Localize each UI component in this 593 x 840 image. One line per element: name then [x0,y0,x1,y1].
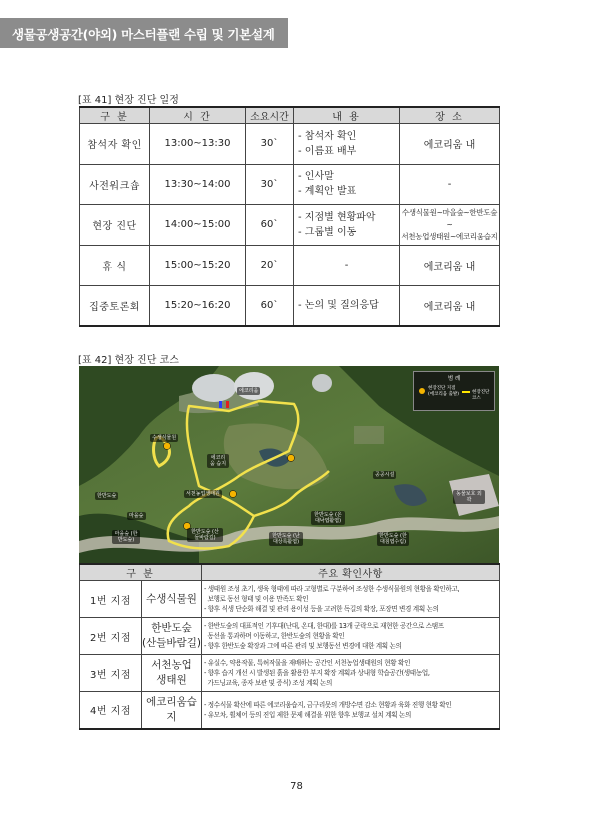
course-check-item: - 향후 식생 단순화 해결 및 관리 용이성 등을 고려한 독길의 확장, 포장면 변경 계획 논의 [204,605,439,613]
course-check-text: 한반도숲의 대표적인 기후대(난대, 온대, 한대)를 13개 군락으로 재현한 공간으로 스탬프 [207,622,444,630]
schedule-time: 13:30~14:00 [150,164,246,205]
course-check-text: 보행로 동선 형태 및 이용 만족도 확인 [207,595,309,603]
map-label: 수생식물원 [152,435,177,441]
course-check-text: 향후 습지 개선 시 발생된 흙을 활용한 부지 확장 계획과 상내형 학습공간(생태농업, [207,669,430,677]
course-point: 1번 지점 [80,581,142,618]
schedule-content-item: - 참석자 확인 [298,129,399,144]
course-check-text: 동선을 통과하며 이동하고, 한반도숲의 현황을 확인 [207,632,345,640]
map-label: 마을숲 [129,513,144,519]
course-point: 4번 지점 [80,692,142,729]
course-row [80,618,500,655]
course-header-row [80,564,500,581]
schedule-content-item: - 이름표 배부 [298,144,399,159]
course-check-text: 유실수, 약용작물, 특허작물을 재배하는 공간인 서천농업생태원의 현황 확인 [207,659,411,667]
course-check-item [204,631,499,641]
map-label: 동물보호 외곽 [453,490,485,504]
schedule-content-item: - 그룹별 이동 [298,225,399,240]
schedule-name: 휴 식 [80,245,150,286]
route-line-icon [462,391,470,393]
schedule-place-line: 수생식물원~마을숲~한반도숲~ [401,207,498,229]
document-title: 생물공생공간(야외) 마스터플랜 수립 및 기본설계 [12,27,275,42]
course-point: 2번 지점 [80,618,142,655]
map-label: 한반도숲 (한대침엽수림) [377,532,409,546]
course-header-cell: 주요 확인사항 [202,564,500,581]
schedule-content-item: - 계획안 발표 [298,184,399,199]
schedule-header-cell: 시 간 [150,107,246,124]
course-site-line: 생태원 [156,674,187,686]
schedule-name: 참석자 확인 [80,124,150,165]
course-check-item: - 향후 습지 개선 시 발생된 흙을 활용한 부지 확장 계획과 상내형 학습공간(생태농업, [204,669,430,677]
schedule-row [80,124,500,165]
map-label: 한반도숲 (산들바람길) [187,528,223,542]
course-check-item: - 한반도숲의 대표적인 기후대(난대, 온대, 한대)를 13개 군락으로 재현한 공간으로 스탬프 [204,622,444,630]
schedule-header-cell: 장 소 [400,107,500,124]
header-band [0,18,288,48]
schedule-row [80,286,500,327]
course-check-item [204,678,499,688]
schedule-content [294,205,400,246]
schedule-header-row [80,107,500,124]
course-check-item: - 향후 한반도숲 확장과 그에 따른 관리 및 보행동선 변경에 대한 계획 논의 [204,642,402,650]
schedule-duration: 60` [246,286,294,327]
course-site [142,618,202,655]
map-label: 한반도숲 [97,493,117,499]
course-check-item: - 생태원 조성 초기, 생육 형태에 따라 고형별로 구분하여 조성한 수생식물원의 현황을 확인하고, [204,585,460,593]
schedule-duration: 20` [246,245,294,286]
course-checks [202,692,500,729]
schedule-duration: 60` [246,205,294,246]
schedule-content [294,124,400,165]
schedule-header-cell: 소요시간 [246,107,294,124]
schedule-row [80,205,500,246]
legend-course-label: 현장진단 코스 [472,390,490,401]
schedule-name: 사전워크숍 [80,164,150,205]
course-site-line: 수생식물원 [146,592,197,605]
course-check-text: 정수식물 확산에 따른 에코리움습지, 금구리못의 개방수면 감소 현황과 육화 진행 현황 확인 [207,700,452,709]
course-checks [202,581,500,618]
schedule-time: 15:20~16:20 [150,286,246,327]
course-site [142,692,202,729]
course-check-text: 향후 한반도숲 확장과 그에 따른 관리 및 보행동선 변경에 대한 계획 논의 [207,642,402,650]
map-label: 한반도숲 (온대낙엽활엽) [311,511,345,525]
schedule-place [400,205,500,246]
schedule-time: 14:00~15:00 [150,205,246,246]
table41-caption: [표 41] 현장 진단 일정 [78,95,179,106]
schedule-content-item: - 지점별 현황파악 [298,210,399,225]
schedule-name: 현장 진단 [80,205,150,246]
schedule-duration: 30` [246,124,294,165]
course-site-line: 한반도숲 [151,622,192,634]
table42-caption: [표 42] 현장 진단 코스 [78,355,179,366]
schedule-content [294,286,400,327]
schedule-row [80,245,500,286]
course-check-text: 가드닝교육, 종자 보관 및 증식) 조성 계획 논의 [207,679,333,687]
schedule-place: - [400,164,500,205]
course-table [79,563,500,730]
map-label: 에코리움 습지 [207,454,229,468]
course-site [142,655,202,692]
schedule-content-item: - 인사말 [298,169,399,184]
schedule-time: 13:00~13:30 [150,124,246,165]
schedule-row [80,164,500,205]
schedule-table [79,106,500,327]
schedule-header-cell: 구 분 [80,107,150,124]
course-check-text: 유모차, 휠체어 등의 진입 제한 문제 해결을 위한 향후 보행교 설치 계획 논의 [207,710,412,719]
course-site-line: 서천농업 [151,659,192,671]
map-label: 서천농업생태원 [186,491,220,497]
course-checks [202,655,500,692]
page-number: 78 [290,781,303,792]
legend-points-label: 현장진단 지점 (에코리움 출발) [428,386,460,397]
legend-title: 범 례 [447,376,461,382]
course-check-text: 생태원 조성 초기, 생육 형태에 따라 고형별로 구분하여 조성한 수생식물원의 현황을 확인하고, [207,585,460,593]
schedule-duration: 30` [246,164,294,205]
course-check-item: - 유모차, 휠체어 등의 진입 제한 문제 해결을 위한 향후 보행교 설치 계획 논의 [204,710,412,719]
map-label: 한반도숲 (난대상록활엽) [269,532,303,546]
course-site [142,581,202,618]
course-site-line: (산들바람길) [142,637,201,649]
map-label: 마을숲 (한반도숲) [112,530,140,544]
map-label: 공공시설 [375,472,395,478]
course-check-item: - 정수식물 확산에 따른 에코리움습지, 금구리못의 개방수면 감소 현황과 육화 진행 현황 확인 [204,700,452,709]
course-row [80,655,500,692]
map-label: 에코리움 [239,388,259,394]
schedule-name: 집중토론회 [80,286,150,327]
schedule-place-line: 서천농업생태원~에코리움습지 [401,231,498,241]
schedule-content-item: - 논의 및 질의응답 [298,298,399,313]
schedule-header-cell: 내 용 [294,107,400,124]
course-check-item [204,594,499,604]
schedule-time: 15:00~15:20 [150,245,246,286]
schedule-place: 에코리움 내 [400,286,500,327]
course-header-cell: 구 분 [80,564,202,581]
schedule-content: - [294,245,400,286]
course-row [80,581,500,618]
schedule-content [294,164,400,205]
course-site-line: 에코리움습지 [146,695,197,723]
point-marker-icon [419,388,425,394]
schedule-place: 에코리움 내 [400,245,500,286]
course-row [80,692,500,729]
schedule-place: 에코리움 내 [400,124,500,165]
course-map [79,366,499,564]
course-check-text: 향후 식생 단순화 해결 및 관리 용이성 등을 고려한 독길의 확장, 포장면 변경 계획 논의 [207,605,439,613]
course-check-item: - 유실수, 약용작물, 특허작물을 재배하는 공간인 서천농업생태원의 현황 확인 [204,659,411,667]
map-legend [413,371,495,411]
course-checks [202,618,500,655]
course-point: 3번 지점 [80,655,142,692]
